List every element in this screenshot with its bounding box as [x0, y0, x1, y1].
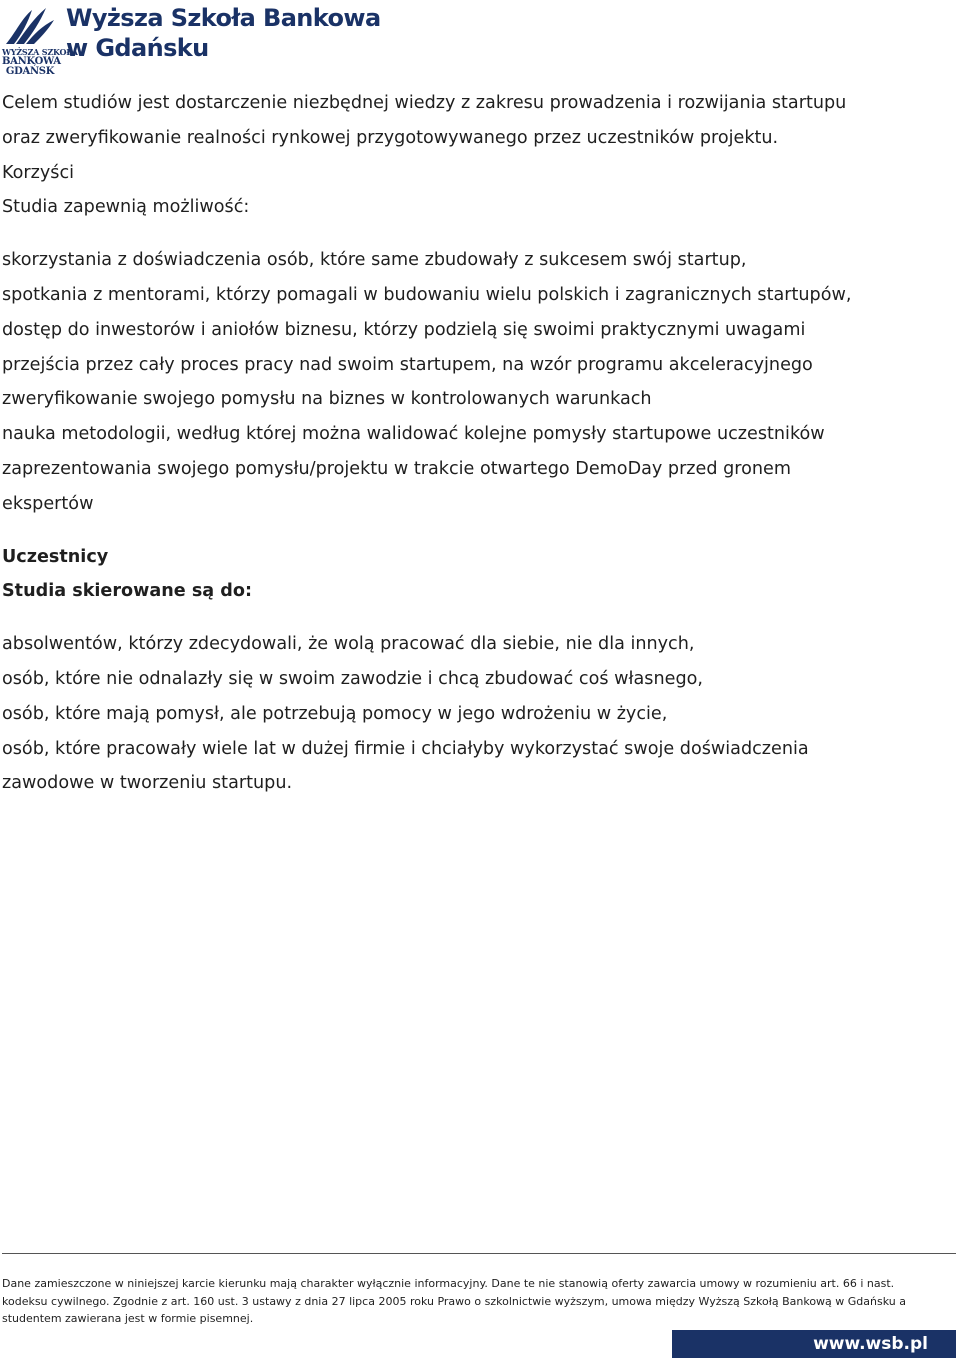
spacer — [2, 609, 954, 627]
participant-item: zawodowe w tworzeniu startupu. — [2, 773, 293, 794]
website-link[interactable]: www.wsb.pl — [813, 1334, 928, 1354]
benefit-item: zaprezentowania swojego pomysłu/projektu w trakcie otwartego DemoDay przed gronem — [2, 458, 792, 479]
benefit-item: nauka metodologii, według której można walidować kolejne pomysły startupowe uczestników — [2, 424, 825, 445]
benefits-heading: Korzyści — [2, 162, 75, 183]
participant-item: absolwentów, którzy zdecydowali, że wolą pracować dla siebie, nie dla innych, — [2, 634, 695, 655]
page-header — [0, 0, 960, 80]
logo-emblem — [2, 4, 78, 77]
emblem-text-line1: WYŻSZA SZKOŁA — [2, 47, 78, 57]
participants-subheading: Studia skierowane są do: — [2, 581, 253, 602]
disclaimer-line: kodeksu cywilnego. Zgodnie z art. 160 ust. 3 ustawy z dnia 27 lipca 2005 roku Prawo o szkolnictwie wyższym, umowa między Wyższą Szkołą Bankową w Gdańsku a — [2, 1294, 906, 1308]
emblem-text-line2: BANKOWA — [2, 56, 61, 67]
footer-url-bar — [672, 1330, 956, 1358]
emblem-text-line3: GDAŃSK — [5, 66, 55, 77]
benefits-lead: Studia zapewnią możliwość: — [2, 197, 250, 218]
benefit-item: zweryfikowanie swojego pomysłu na biznes w kontrolowanych warunkach — [2, 389, 652, 410]
footer-divider — [2, 1253, 956, 1254]
benefit-item: skorzystania z doświadczenia osób, które same zbudowały z sukcesem swój startup, — [2, 250, 747, 271]
participants-heading: Uczestnicy — [2, 546, 109, 567]
intro-line: Celem studiów jest dostarczenie niezbędnej wiedzy z zakresu prowadzenia i rozwijania startupu — [2, 93, 847, 113]
wave-emblem-icon — [2, 4, 58, 48]
spacer — [2, 522, 954, 540]
main-content — [2, 86, 954, 801]
logo-title-line2: w Gdańsku — [66, 34, 209, 62]
participant-item: osób, które mają pomysł, ale potrzebują pomocy w jego wdrożeniu w życie, — [2, 703, 668, 724]
participant-item: osób, które pracowały wiele lat w dużej firmie i chciałyby wykorzystać swoje doświadczenia — [2, 738, 809, 759]
disclaimer-line: Dane zamieszczone w niniejszej karcie kierunku mają charakter wyłącznie informacyjny. Dane te nie stanowią oferty zawarcia umowy w rozumieniu art. 66 i nast. — [2, 1277, 895, 1290]
intro-line: oraz zweryfikowanie realności rynkowej przygotowywanego przez uczestników projektu. — [2, 127, 779, 148]
participant-item: osób, które nie odnalazły się w swoim zawodzie i chcą zbudować coś własnego, — [2, 668, 703, 689]
footer-disclaimer — [2, 1275, 956, 1328]
benefit-item: spotkania z mentorami, którzy pomagali w budowaniu wielu polskich i zagranicznych startupów, — [2, 284, 852, 305]
benefit-item: przejścia przez cały proces pracy nad swoim startupem, na wzór programu akceleracyjnego — [2, 354, 813, 375]
logo-title — [66, 3, 381, 63]
benefit-item: dostęp do inwestorów i aniołów biznesu, którzy podzielą się swoimi praktycznymi uwagami — [2, 319, 806, 340]
disclaimer-line: studentem zawierana jest w formie pisemnej. — [2, 1312, 254, 1325]
benefit-item: ekspertów — [2, 493, 94, 514]
logo-title-line1: Wyższa Szkoła Bankowa — [66, 4, 381, 32]
spacer — [2, 225, 954, 243]
